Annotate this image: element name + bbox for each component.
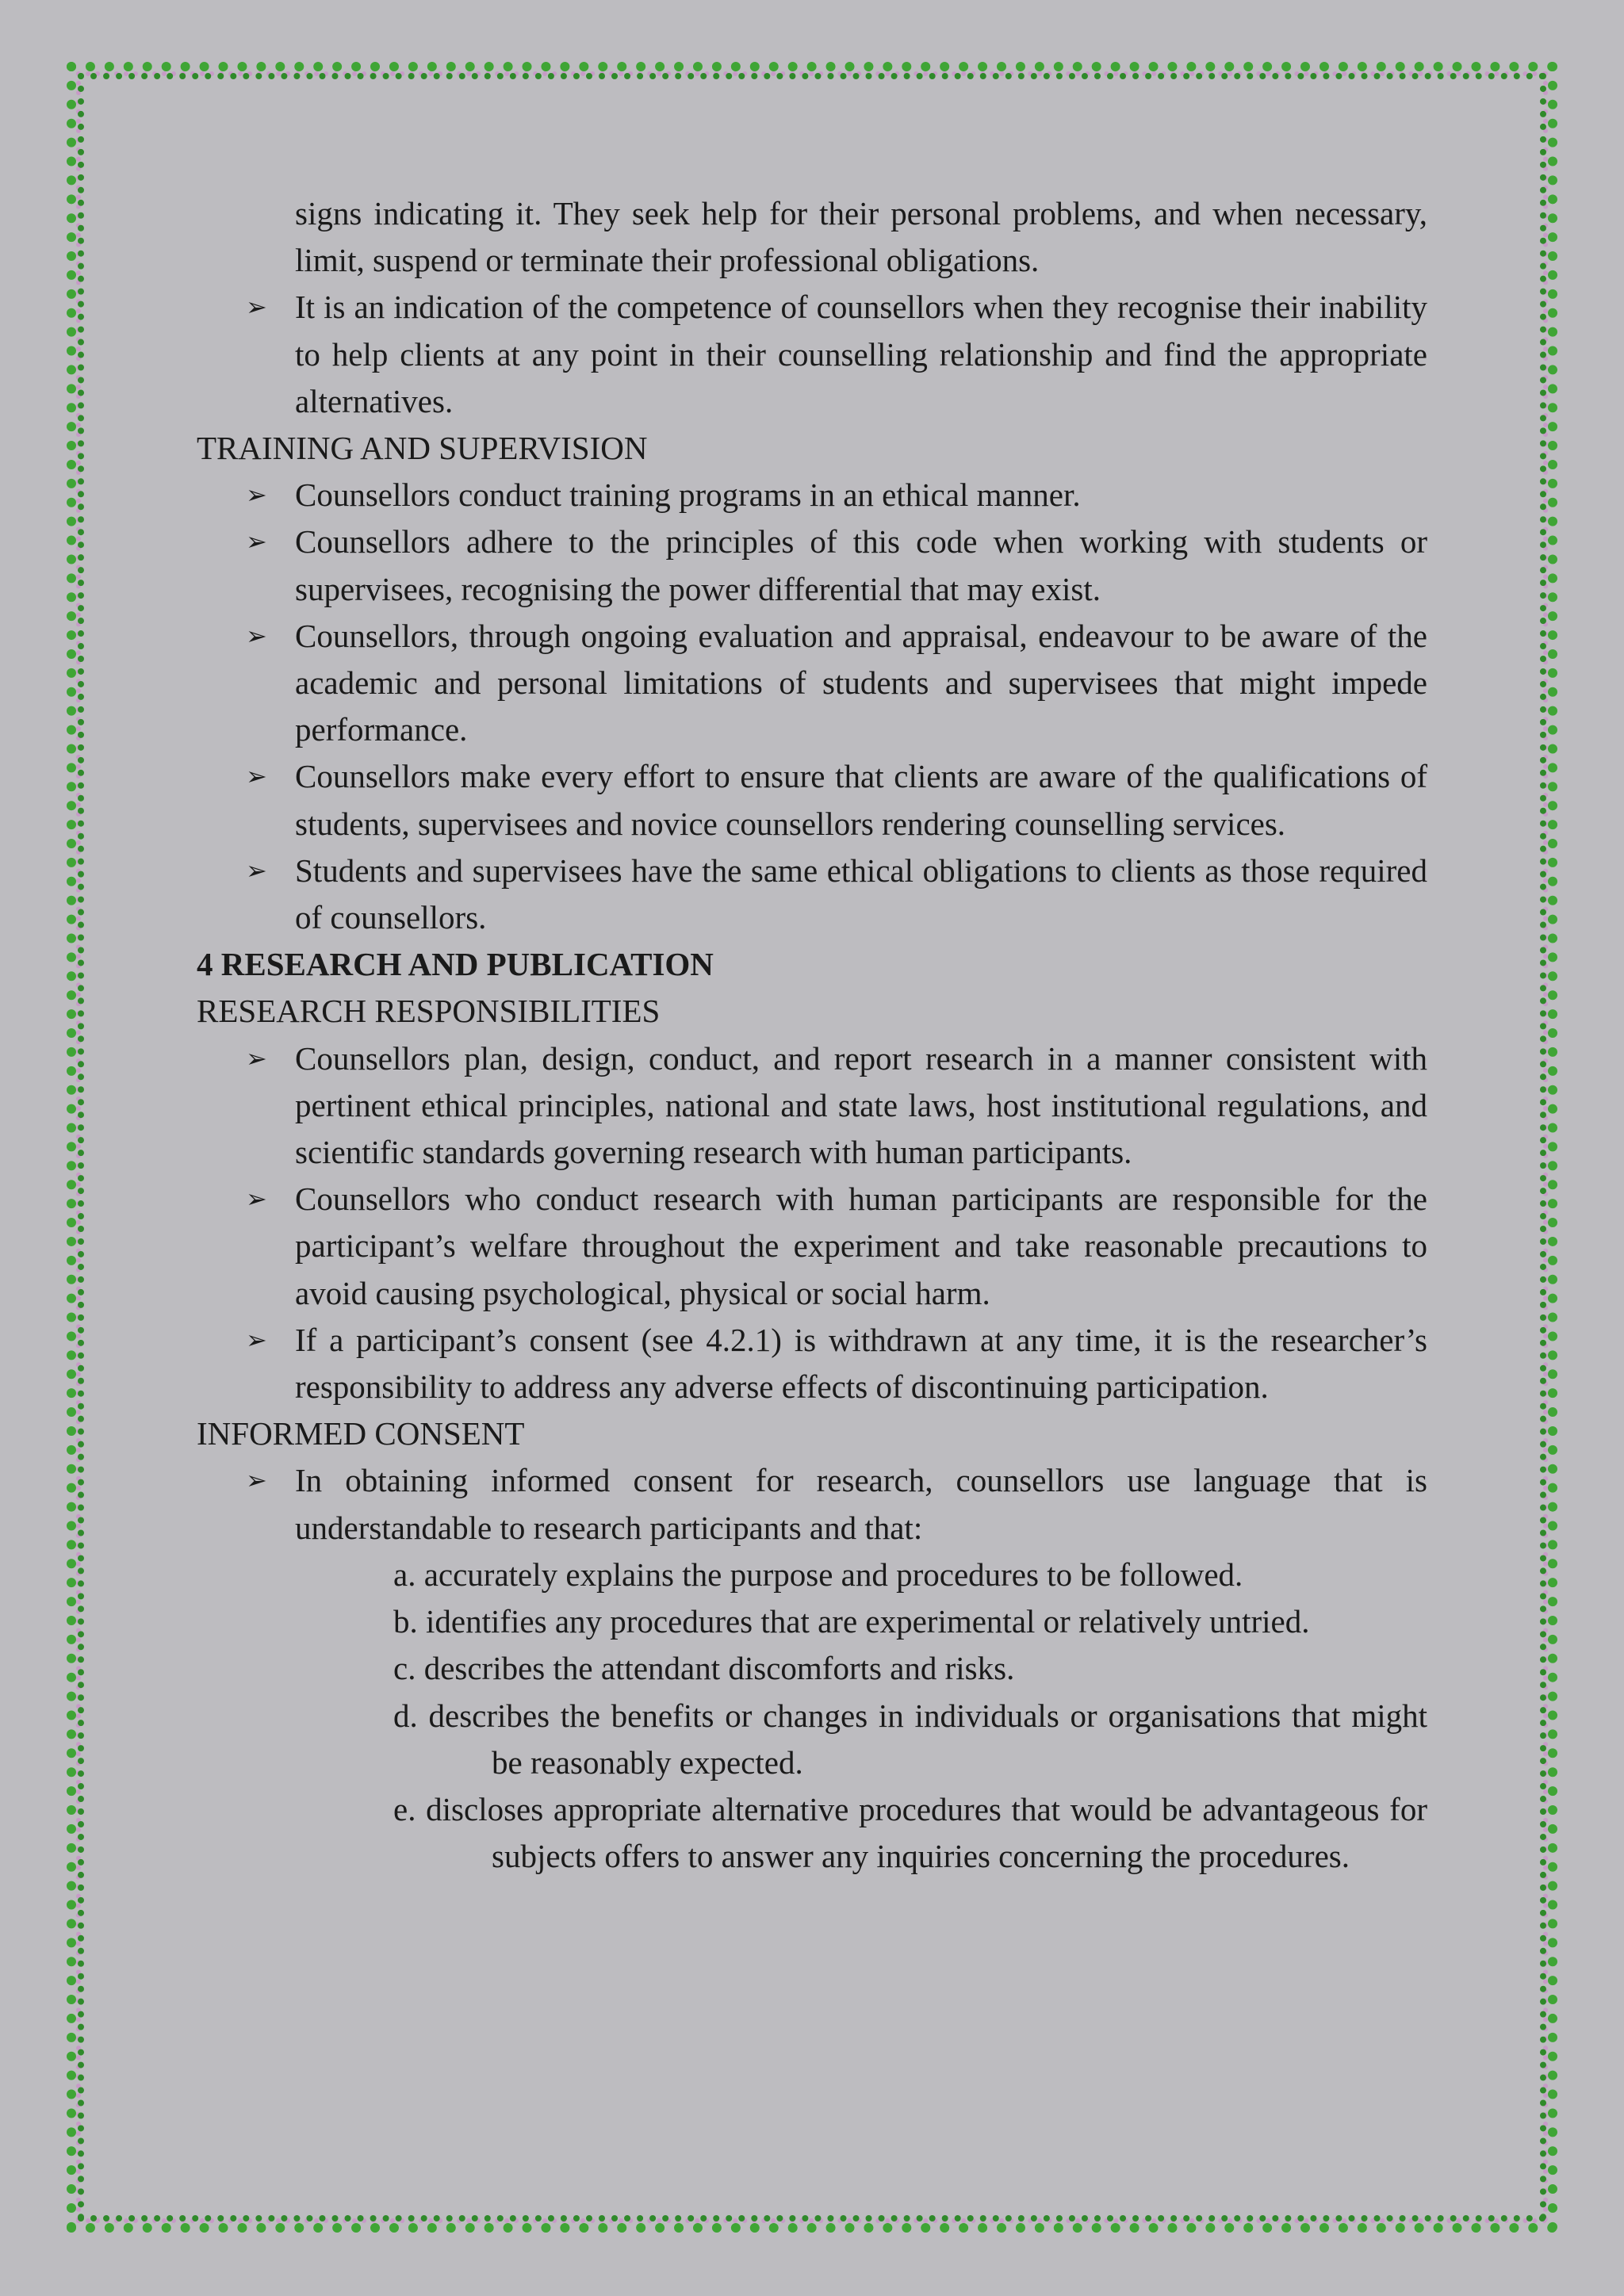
document-body (197, 190, 1427, 1880)
research-publication-section-title: 4 RESEARCH AND PUBLICATION (197, 946, 714, 983)
continued-bullet-list (197, 284, 1427, 425)
consent-list (197, 1457, 1427, 1551)
arrow-bullet-icon: ➢ (246, 620, 267, 651)
arrow-bullet-icon: ➢ (246, 1043, 267, 1073)
sublist-item: a. accurately explains the purpose and procedures to be followed. (393, 1556, 1243, 1593)
sublist-item: d. describes the benefits or changes in individuals or organisations that might be reasonably expected. (393, 1697, 1427, 1781)
arrow-bullet-icon: ➢ (246, 761, 267, 792)
arrow-bullet-icon: ➢ (246, 1324, 267, 1355)
sublist-item: b. identifies any procedures that are experimental or relatively untried. (393, 1603, 1310, 1640)
arrow-bullet-icon: ➢ (246, 855, 267, 886)
arrow-bullet-icon: ➢ (246, 480, 267, 511)
list-item: ➢ Counsellors conduct training programs in an ethical manner. (197, 472, 1427, 519)
training-list (197, 472, 1427, 941)
arrow-bullet-icon: ➢ (246, 526, 267, 557)
list-item: ➢ It is an indication of the competence of counsellors when they recognise their inability to help clients at any point in their counselling relationship and find the appropriate alternatives. (197, 284, 1427, 425)
arrow-bullet-icon: ➢ (246, 292, 267, 323)
list-item: ➢ Counsellors plan, design, conduct, and report research in a manner consistent with pertinent ethical principles, national and state laws, host institutional regulations, and scientific standards governing research with human participants. (197, 1035, 1427, 1177)
list-item: ➢ Counsellors make every effort to ensure that clients are aware of the qualifications of students, supervisees and novice counsellors rendering counselling services. (197, 753, 1427, 847)
research-responsibilities-heading: RESEARCH RESPONSIBILITIES (197, 993, 661, 1030)
arrow-bullet-icon: ➢ (246, 1184, 267, 1215)
arrow-bullet-icon: ➢ (246, 1465, 267, 1496)
training-supervision-heading: TRAINING AND SUPERVISION (197, 430, 648, 467)
consent-sublist (197, 1552, 1427, 1880)
list-item: ➢ Counsellors who conduct research with human participants are responsible for the participant’s welfare throughout the experiment and take reasonable precautions to avoid causing psychological, physical or social harm. (197, 1176, 1427, 1317)
informed-consent-heading: INFORMED CONSENT (197, 1415, 525, 1452)
list-item: ➢ Students and supervisees have the same ethical obligations to clients as those required of counsellors. (197, 848, 1427, 941)
research-list (197, 1035, 1427, 1411)
list-item: ➢ In obtaining informed consent for research, counsellors use language that is understandable to research participants and that: (197, 1457, 1427, 1551)
sublist-item: e. discloses appropriate alternative procedures that would be advantageous for subjects offers to answer any inquiries concerning the procedures. (393, 1790, 1427, 1875)
continued-paragraph: signs indicating it. They seek help for their personal problems, and when necessary, limit, suspend or terminate their professional obligations. (295, 195, 1427, 279)
list-item: ➢ Counsellors adhere to the principles of this code when working with students or supervisees, recognising the power differential that may exist. (197, 519, 1427, 612)
list-item: ➢ If a participant’s consent (see 4.2.1) is withdrawn at any time, it is the researcher’s responsibility to address any adverse effects of discontinuing participation. (197, 1317, 1427, 1410)
list-item: ➢ Counsellors, through ongoing evaluation and appraisal, endeavour to be aware of the academic and personal limitations of students and supervisees that might impede performance. (197, 613, 1427, 754)
sublist-item: c. describes the attendant discomforts and risks. (393, 1650, 1015, 1687)
